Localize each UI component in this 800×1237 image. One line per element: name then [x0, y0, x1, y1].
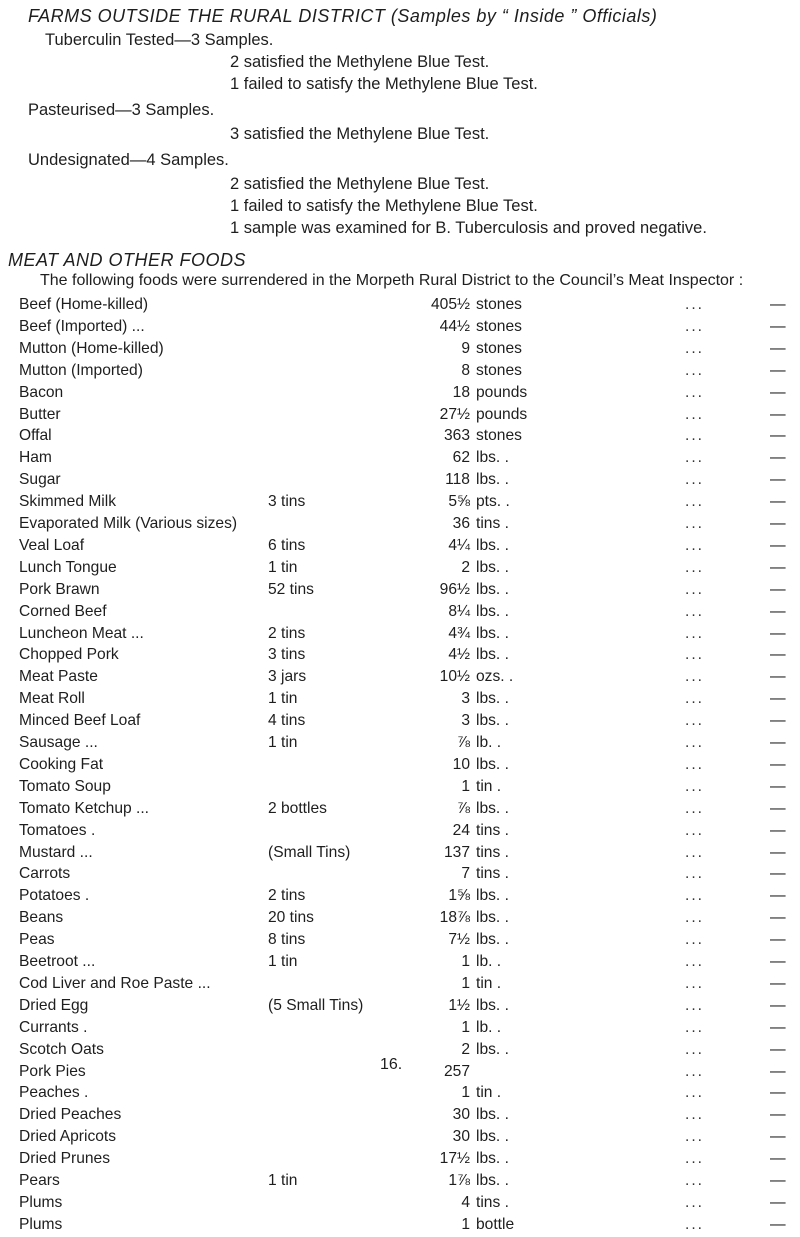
food-quantity: 7½ [448, 931, 470, 949]
food-row [0, 822, 800, 843]
leader-dots: ... [685, 1150, 704, 1168]
undesignated-line-1: 2 satisfied the Methylene Blue Test. [230, 175, 490, 193]
food-quantity: 5⅝ [448, 493, 470, 511]
leader-dots: ... [685, 383, 704, 401]
food-unit: lbs. . [476, 799, 509, 817]
food-quantity: 30 [452, 1106, 470, 1124]
dash-mark: — [770, 1018, 786, 1036]
dash-mark: — [770, 974, 786, 992]
food-quantity: 3 [461, 690, 470, 708]
dash-mark: — [770, 405, 786, 423]
dash-mark: — [770, 449, 786, 467]
dash-mark: — [770, 427, 786, 445]
leader-dots: ... [685, 580, 704, 598]
food-quantity: 8¼ [448, 602, 470, 620]
food-name: Beans [19, 909, 64, 927]
dash-mark: — [770, 471, 786, 489]
food-quantity: 4 [461, 1193, 470, 1211]
leader-dots: ... [685, 996, 704, 1014]
food-unit: lb. . [476, 953, 502, 970]
food-row [0, 340, 800, 361]
food-unit: lbs. . [476, 624, 509, 642]
food-row [0, 844, 800, 865]
food-unit: lbs. . [476, 690, 509, 708]
food-container-count: 2 bottles [268, 799, 327, 817]
dash-mark: — [770, 558, 786, 576]
dash-mark: — [770, 1128, 786, 1146]
dash-mark: — [770, 755, 786, 773]
leader-dots: ... [685, 1128, 704, 1146]
food-row [0, 1084, 800, 1105]
food-row [0, 362, 800, 383]
food-name: Sausage ... [19, 734, 98, 751]
food-unit: stones [476, 317, 522, 335]
food-name: Mutton (Imported) [19, 361, 143, 379]
dash-mark: — [770, 580, 786, 598]
food-row [0, 318, 800, 339]
food-quantity: 17½ [439, 1150, 470, 1168]
food-quantity: 2 [461, 558, 470, 576]
food-container-count: 52 tins [268, 580, 314, 598]
food-unit: lbs. . [476, 712, 509, 730]
leader-dots: ... [685, 471, 704, 489]
food-unit: lbs. . [476, 580, 509, 598]
food-container-count: 3 tins [268, 493, 306, 511]
leader-dots: ... [685, 558, 704, 576]
dash-mark: — [770, 493, 786, 511]
leader-dots: ... [685, 755, 704, 773]
leader-dots: ... [685, 1106, 704, 1124]
food-name: Chopped Pork [19, 646, 119, 664]
food-quantity: ⅞ [456, 799, 470, 817]
food-quantity: 30 [452, 1128, 470, 1146]
food-row [0, 471, 800, 492]
dash-mark: — [770, 1215, 786, 1233]
food-row [0, 1150, 800, 1171]
leader-dots: ... [685, 296, 704, 313]
food-unit: tins . [476, 843, 509, 861]
food-name: Beef (Imported) ... [19, 317, 145, 335]
leader-dots: ... [685, 1172, 704, 1189]
dash-mark: — [770, 1193, 786, 1211]
food-quantity: 257 [443, 1062, 470, 1080]
food-unit: lbs. . [476, 1040, 509, 1058]
food-name: Dried Egg [19, 996, 89, 1014]
food-name: Offal [19, 427, 52, 445]
food-name: Tomatoes . [19, 821, 96, 839]
leader-dots: ... [685, 1084, 704, 1102]
food-container-count: 1 tin [268, 1172, 298, 1189]
leader-dots: ... [685, 1062, 704, 1080]
food-name: Tomato Ketchup ... [19, 799, 150, 817]
food-name: Potatoes . [19, 887, 90, 905]
food-row [0, 756, 800, 777]
food-quantity: 1⅝ [448, 887, 470, 905]
dash-mark: — [770, 887, 786, 905]
food-row [0, 997, 800, 1018]
food-row [0, 1106, 800, 1127]
leader-dots: ... [685, 1018, 704, 1036]
food-container-count: 2 tins [268, 624, 306, 642]
food-quantity: 405½ [430, 296, 470, 313]
food-quantity: 4¾ [448, 624, 470, 642]
food-name: Pears [19, 1172, 60, 1189]
food-container-count: 20 tins [268, 909, 314, 927]
dash-mark: — [770, 339, 786, 357]
food-unit: pounds [476, 405, 528, 423]
dash-mark: — [770, 317, 786, 335]
food-row [0, 515, 800, 536]
food-quantity: 10 [452, 755, 470, 773]
food-row [0, 449, 800, 470]
dash-mark: — [770, 1106, 786, 1124]
food-unit: lbs. . [476, 755, 509, 773]
leader-dots: ... [685, 843, 704, 861]
dash-mark: — [770, 953, 786, 970]
food-name: Minced Beef Loaf [19, 712, 141, 730]
food-row [0, 734, 800, 755]
food-row [0, 887, 800, 908]
dash-mark: — [770, 1172, 786, 1189]
leader-dots: ... [685, 405, 704, 423]
food-row [0, 778, 800, 799]
leader-dots: ... [685, 1040, 704, 1058]
food-container-count: 3 jars [268, 668, 307, 686]
leader-dots: ... [685, 1193, 704, 1211]
pasteurised-line-1: 3 satisfied the Methylene Blue Test. [230, 125, 490, 143]
tb-tested-line-1: 2 satisfied the Methylene Blue Test. [230, 53, 490, 71]
food-quantity: 1 [461, 777, 470, 795]
food-unit: stones [476, 339, 522, 357]
food-quantity: 4½ [448, 646, 470, 664]
dash-mark: — [770, 536, 786, 554]
leader-dots: ... [685, 427, 704, 445]
food-row [0, 975, 800, 996]
dash-mark: — [770, 821, 786, 839]
food-row [0, 1216, 800, 1237]
food-quantity: 363 [443, 427, 470, 445]
food-row [0, 1194, 800, 1215]
food-name: Bacon [19, 383, 64, 401]
food-quantity: 3 [461, 712, 470, 730]
dash-mark: — [770, 515, 786, 532]
food-row [0, 537, 800, 558]
leader-dots: ... [685, 339, 704, 357]
food-name: Evaporated Milk (Various sizes) [19, 515, 238, 532]
food-name: Veal Loaf [19, 536, 85, 554]
food-row [0, 625, 800, 646]
page-number: 16. [380, 1056, 403, 1073]
food-name: Pork Pies [19, 1062, 86, 1080]
food-quantity: 1 [461, 974, 470, 992]
food-name: Beef (Home-killed) [19, 296, 149, 313]
dash-mark: — [770, 777, 786, 795]
dash-mark: — [770, 799, 786, 817]
food-unit: lbs. . [476, 996, 509, 1014]
dash-mark: — [770, 624, 786, 642]
leader-dots: ... [685, 887, 704, 905]
dash-mark: — [770, 734, 786, 751]
leader-dots: ... [685, 624, 704, 642]
leader-dots: ... [685, 931, 704, 949]
food-unit: tin . [476, 1084, 502, 1102]
food-name: Currants . [19, 1018, 88, 1036]
dash-mark: — [770, 668, 786, 686]
food-unit: tin . [476, 974, 502, 992]
food-name: Pork Brawn [19, 580, 100, 598]
food-name: Scotch Oats [19, 1040, 104, 1058]
food-row [0, 953, 800, 974]
dash-mark: — [770, 602, 786, 620]
food-unit: tins . [476, 1193, 509, 1211]
food-row [0, 603, 800, 624]
food-quantity: 36 [452, 515, 470, 532]
food-unit: stones [476, 361, 522, 379]
food-row [0, 909, 800, 930]
pasteurised-heading: Pasteurised—3 Samples. [28, 101, 215, 119]
undesignated-line-3: 1 sample was examined for B. Tuberculosis and proved negative. [230, 219, 707, 237]
food-quantity: 2 [461, 1040, 470, 1058]
food-quantity: 44½ [439, 317, 470, 335]
food-container-count: 1 tin [268, 734, 298, 751]
food-unit: lbs. . [476, 1150, 509, 1168]
food-name: Peaches . [19, 1084, 89, 1102]
food-container-count: 6 tins [268, 536, 306, 554]
food-unit: lbs. . [476, 471, 509, 489]
leader-dots: ... [685, 1215, 704, 1233]
food-name: Meat Paste [19, 668, 98, 686]
leader-dots: ... [685, 974, 704, 992]
food-unit: lb. . [476, 1018, 502, 1036]
leader-dots: ... [685, 646, 704, 664]
food-unit: lbs. . [476, 602, 509, 620]
dash-mark: — [770, 1062, 786, 1080]
food-row [0, 1172, 800, 1193]
leader-dots: ... [685, 602, 704, 620]
food-name: Cooking Fat [19, 755, 104, 773]
section-heading-farms: FARMS OUTSIDE THE RURAL DISTRICT (Samples by “ Inside ” Officials) [28, 6, 658, 26]
food-name: Plums [19, 1193, 63, 1211]
food-unit: lbs. . [476, 646, 509, 664]
food-quantity: 18⅞ [439, 909, 470, 927]
tb-tested-line-2: 1 failed to satisfy the Methylene Blue Test. [230, 75, 538, 93]
dash-mark: — [770, 843, 786, 861]
dash-mark: — [770, 931, 786, 949]
food-quantity: 8 [461, 361, 470, 379]
food-container-count: 3 tins [268, 646, 306, 664]
food-quantity: 1⅞ [448, 1172, 470, 1189]
food-container-count: (5 Small Tins) [268, 996, 364, 1014]
food-container-count: 8 tins [268, 931, 306, 949]
food-row [0, 1019, 800, 1040]
food-name: Luncheon Meat ... [19, 624, 144, 642]
food-row [0, 1128, 800, 1149]
food-quantity: 7 [461, 865, 470, 883]
food-unit: lb. . [476, 734, 502, 751]
food-container-count: 1 tin [268, 690, 298, 708]
food-unit: lbs. . [476, 1128, 509, 1146]
food-name: Dried Prunes [19, 1150, 111, 1168]
leader-dots: ... [685, 536, 704, 554]
food-unit: stones [476, 296, 522, 313]
food-name: Peas [19, 931, 55, 949]
food-name: Carrots [19, 865, 71, 883]
food-name: Plums [19, 1215, 63, 1233]
food-row [0, 646, 800, 667]
leader-dots: ... [685, 821, 704, 839]
tb-tested-heading: Tuberculin Tested—3 Samples. [45, 31, 274, 49]
food-unit: lbs. . [476, 931, 509, 949]
food-row [0, 800, 800, 821]
food-name: Dried Peaches [19, 1106, 122, 1124]
food-container-count: 2 tins [268, 887, 306, 905]
leader-dots: ... [685, 493, 704, 511]
food-unit: lbs. . [476, 1172, 509, 1189]
food-quantity: 137 [443, 843, 470, 861]
food-quantity: 10½ [439, 668, 470, 686]
dash-mark: — [770, 646, 786, 664]
food-name: Cod Liver and Roe Paste ... [19, 974, 211, 992]
food-row [0, 296, 800, 317]
dash-mark: — [770, 996, 786, 1014]
food-name: Meat Roll [19, 690, 85, 708]
leader-dots: ... [685, 953, 704, 970]
dash-mark: — [770, 690, 786, 708]
food-quantity: 27½ [439, 405, 470, 423]
leader-dots: ... [685, 777, 704, 795]
food-quantity: 1 [461, 1215, 470, 1233]
food-quantity: 4¼ [448, 536, 470, 554]
leader-dots: ... [685, 317, 704, 335]
food-name: Beetroot ... [19, 953, 96, 970]
food-row [0, 865, 800, 886]
food-name: Dried Apricots [19, 1128, 117, 1146]
food-quantity: 1 [461, 1018, 470, 1036]
food-row [0, 493, 800, 514]
leader-dots: ... [685, 515, 704, 532]
food-name: Ham [19, 449, 52, 467]
food-unit: tins . [476, 515, 509, 532]
food-name: Tomato Soup [19, 777, 111, 795]
leader-dots: ... [685, 865, 704, 883]
food-row [0, 406, 800, 427]
food-unit: stones [476, 427, 522, 445]
food-quantity: 96½ [439, 580, 470, 598]
dash-mark: — [770, 909, 786, 927]
food-container-count: 4 tins [268, 712, 306, 730]
food-unit: lbs. . [476, 1106, 509, 1124]
dash-mark: — [770, 865, 786, 883]
food-row [0, 384, 800, 405]
leader-dots: ... [685, 734, 704, 751]
undesignated-heading: Undesignated—4 Samples. [28, 151, 229, 169]
food-unit: pts. . [476, 493, 510, 511]
leader-dots: ... [685, 799, 704, 817]
food-container-count: (Small Tins) [268, 843, 351, 861]
food-unit: tins . [476, 865, 509, 883]
leader-dots: ... [685, 361, 704, 379]
food-name: Corned Beef [19, 602, 107, 620]
dash-mark: — [770, 383, 786, 401]
meat-heading: MEAT AND OTHER FOODS [8, 250, 247, 270]
food-quantity: 1 [461, 1084, 470, 1102]
food-unit: bottle [476, 1215, 515, 1233]
food-unit: lbs. . [476, 536, 509, 554]
dash-mark: — [770, 1084, 786, 1102]
food-unit: lbs. . [476, 909, 509, 927]
food-row [0, 690, 800, 711]
dash-mark: — [770, 1040, 786, 1058]
dash-mark: — [770, 296, 786, 313]
food-name: Skimmed Milk [19, 493, 117, 511]
food-unit: tin . [476, 777, 502, 795]
food-unit: tins . [476, 821, 509, 839]
food-quantity: 1 [461, 953, 470, 970]
food-unit: pounds [476, 383, 528, 401]
leader-dots: ... [685, 449, 704, 467]
leader-dots: ... [685, 909, 704, 927]
food-row [0, 668, 800, 689]
food-quantity: 1½ [448, 996, 470, 1014]
dash-mark: — [770, 361, 786, 379]
food-quantity: 118 [445, 471, 470, 489]
food-row [0, 931, 800, 952]
food-row [0, 712, 800, 733]
food-name: Lunch Tongue [19, 558, 117, 576]
food-container-count: 1 tin [268, 558, 298, 576]
food-unit: lbs. . [476, 558, 509, 576]
food-name: Mutton (Home-killed) [19, 339, 164, 357]
food-unit: lbs. . [476, 449, 509, 467]
food-quantity: 24 [452, 821, 470, 839]
dash-mark: — [770, 1150, 786, 1168]
undesignated-line-2: 1 failed to satisfy the Methylene Blue Test. [230, 197, 538, 215]
leader-dots: ... [685, 668, 704, 686]
leader-dots: ... [685, 712, 704, 730]
food-unit: ozs. . [476, 668, 514, 686]
food-unit: lbs. . [476, 887, 509, 905]
food-quantity: ⅞ [456, 734, 470, 751]
food-name: Sugar [19, 471, 61, 489]
food-name: Butter [19, 405, 61, 423]
leader-dots: ... [685, 690, 704, 708]
food-quantity: 62 [452, 449, 470, 467]
food-row [0, 559, 800, 580]
food-quantity: 18 [452, 383, 470, 401]
dash-mark: — [770, 712, 786, 730]
food-container-count: 1 tin [268, 953, 298, 970]
food-row [0, 581, 800, 602]
food-quantity: 9 [461, 339, 470, 357]
food-name: Mustard ... [19, 843, 93, 861]
meat-intro: The following foods were surrendered in the Morpeth Rural District to the Council’s Meat Inspector : [40, 272, 744, 289]
food-row [0, 427, 800, 448]
